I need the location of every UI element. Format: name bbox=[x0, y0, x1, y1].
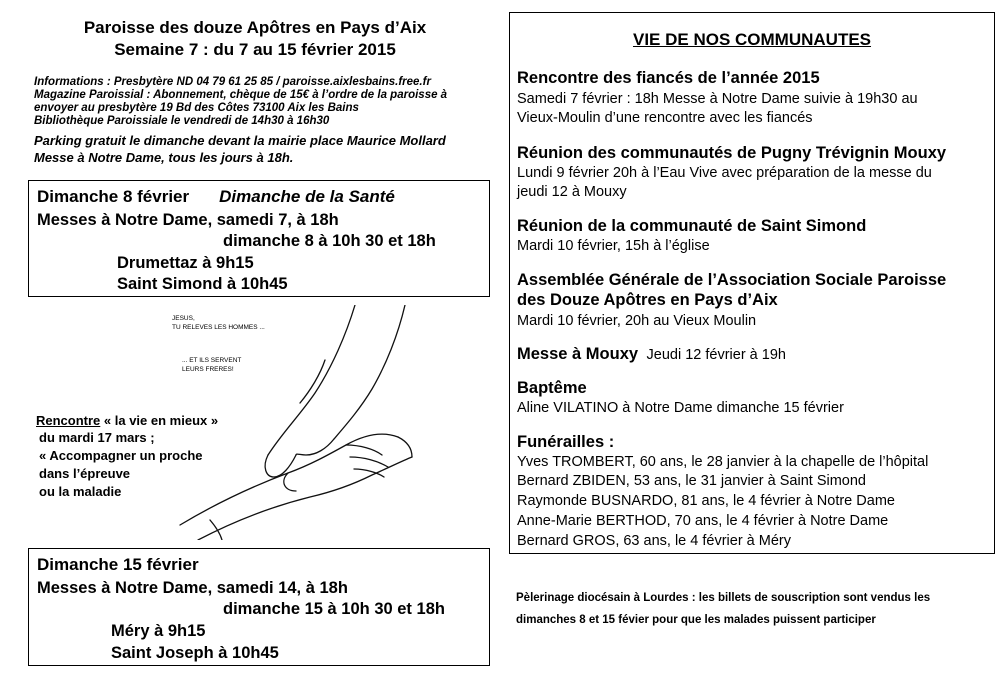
meeting-desc: dans l’épreuve bbox=[39, 466, 131, 481]
mass-sunday: dimanche 8 à 10h 30 et 18h bbox=[223, 232, 436, 250]
pilgrimage-note: dimanches 8 et 15 févier pour que les malades puissent participer bbox=[516, 614, 876, 626]
section-title: Réunion des communautés de Pugny Trévignin Mouxy bbox=[517, 144, 947, 162]
mass-saturday: Messes à Notre Dame, samedi 7, à 18h bbox=[37, 211, 339, 229]
funeral-item: Yves TROMBERT, 60 ans, le 28 janvier à la chapelle de l’hôpital bbox=[517, 454, 929, 470]
pilgrimage-note: Pèlerinage diocésain à Lourdes : les billets de souscription sont vendus les bbox=[516, 592, 931, 604]
section-title: Baptême bbox=[517, 379, 587, 397]
mass-location: Drumettaz à 9h15 bbox=[117, 254, 254, 272]
sunday-date: Dimanche 15 février bbox=[37, 555, 199, 574]
funeral-item: Raymonde BUSNARDO, 81 ans, le 4 février à Notre Dame bbox=[517, 493, 895, 509]
week-title: Semaine 7 : du 7 au 15 février 2015 bbox=[114, 40, 396, 59]
sunday-feb8-heading bbox=[37, 187, 395, 207]
info-line: envoyer au presbytère 19 Bd des Côtes 73100 Aix les Bains bbox=[34, 102, 359, 114]
section-text: Jeudi 12 février à 19h bbox=[646, 347, 786, 363]
section-title: Funérailles : bbox=[517, 433, 615, 451]
illustration-caption: TU RELEVES LES HOMMES ... bbox=[172, 324, 265, 331]
meeting-desc: ou la maladie bbox=[39, 484, 122, 499]
info-line: Bibliothèque Paroissiale le vendredi de 14h30 à 16h30 bbox=[34, 115, 330, 127]
section-text: Samedi 7 février : 18h Messe à Notre Dame suivie à 19h30 au bbox=[517, 91, 918, 107]
community-title: VIE DE NOS COMMUNAUTES bbox=[632, 30, 872, 49]
funeral-item: Bernard ZBIDEN, 53 ans, le 31 janvier à Saint Simond bbox=[517, 473, 866, 489]
meeting-date: du mardi 17 mars ; bbox=[39, 430, 155, 445]
daily-mass-info: Messe à Notre Dame, tous les jours à 18h. bbox=[34, 150, 294, 165]
mass-location: Saint Joseph à 10h45 bbox=[111, 644, 279, 662]
section-title: Assemblée Générale de l’Association Sociale Paroisse bbox=[517, 271, 947, 289]
meeting-label: Rencontre bbox=[36, 413, 101, 428]
section-text: Mardi 10 février, 20h au Vieux Moulin bbox=[517, 313, 757, 329]
mass-saturday: Messes à Notre Dame, samedi 14, à 18h bbox=[37, 579, 348, 597]
section-title: Messe à Mouxy bbox=[517, 345, 639, 363]
illustration-caption: ... ET ILS SERVENT bbox=[182, 357, 242, 364]
funeral-item: Anne-Marie BERTHOD, 70 ans, le 4 février à Notre Dame bbox=[517, 513, 889, 529]
sunday-theme: Dimanche de la Santé bbox=[219, 187, 395, 206]
section-text: Lundi 9 février 20h à l’Eau Vive avec préparation de la messe du bbox=[517, 165, 932, 181]
info-line: Informations : Presbytère ND 04 79 61 25 85 / paroisse.aixlesbains.free.fr bbox=[34, 76, 431, 88]
section-text: Aline VILATINO à Notre Dame dimanche 15 février bbox=[517, 400, 844, 416]
community-box bbox=[509, 12, 995, 554]
parking-info: Parking gratuit le dimanche devant la mairie place Maurice Mollard bbox=[34, 133, 446, 148]
section-title: des Douze Apôtres en Pays d’Aix bbox=[517, 291, 778, 309]
meeting-title bbox=[36, 412, 218, 429]
section-title: Réunion de la communauté de Saint Simond bbox=[517, 217, 867, 235]
section-text: jeudi 12 à Mouxy bbox=[517, 184, 627, 200]
mass-sunday: dimanche 15 à 10h 30 et 18h bbox=[223, 600, 445, 618]
sunday-feb15-box bbox=[28, 548, 490, 666]
mass-location: Méry à 9h15 bbox=[111, 622, 206, 640]
section-text: Mardi 10 février, 15h à l’église bbox=[517, 238, 710, 254]
mass-location: Saint Simond à 10h45 bbox=[117, 275, 288, 293]
meeting-desc: « Accompagner un proche bbox=[39, 448, 203, 463]
illustration-caption: LEURS FRERES! bbox=[182, 366, 234, 373]
mouxy-mass bbox=[517, 344, 786, 365]
sunday-date: Dimanche 8 février bbox=[37, 187, 190, 206]
section-title: Rencontre des fiancés de l’année 2015 bbox=[517, 69, 820, 87]
funeral-item: Bernard GROS, 63 ans, le 4 février à Méry bbox=[517, 533, 791, 549]
sunday-feb8-box bbox=[28, 180, 490, 297]
parish-title: Paroisse des douze Apôtres en Pays d’Aix bbox=[83, 18, 427, 37]
info-line: Magazine Paroissial : Abonnement, chèque de 15€ à l’ordre de la paroisse à bbox=[34, 89, 448, 101]
meeting-name: « la vie en mieux » bbox=[100, 413, 219, 428]
illustration-caption: JESUS, bbox=[172, 315, 195, 322]
section-text: Vieux-Moulin d’une rencontre avec les fiancés bbox=[517, 110, 813, 126]
